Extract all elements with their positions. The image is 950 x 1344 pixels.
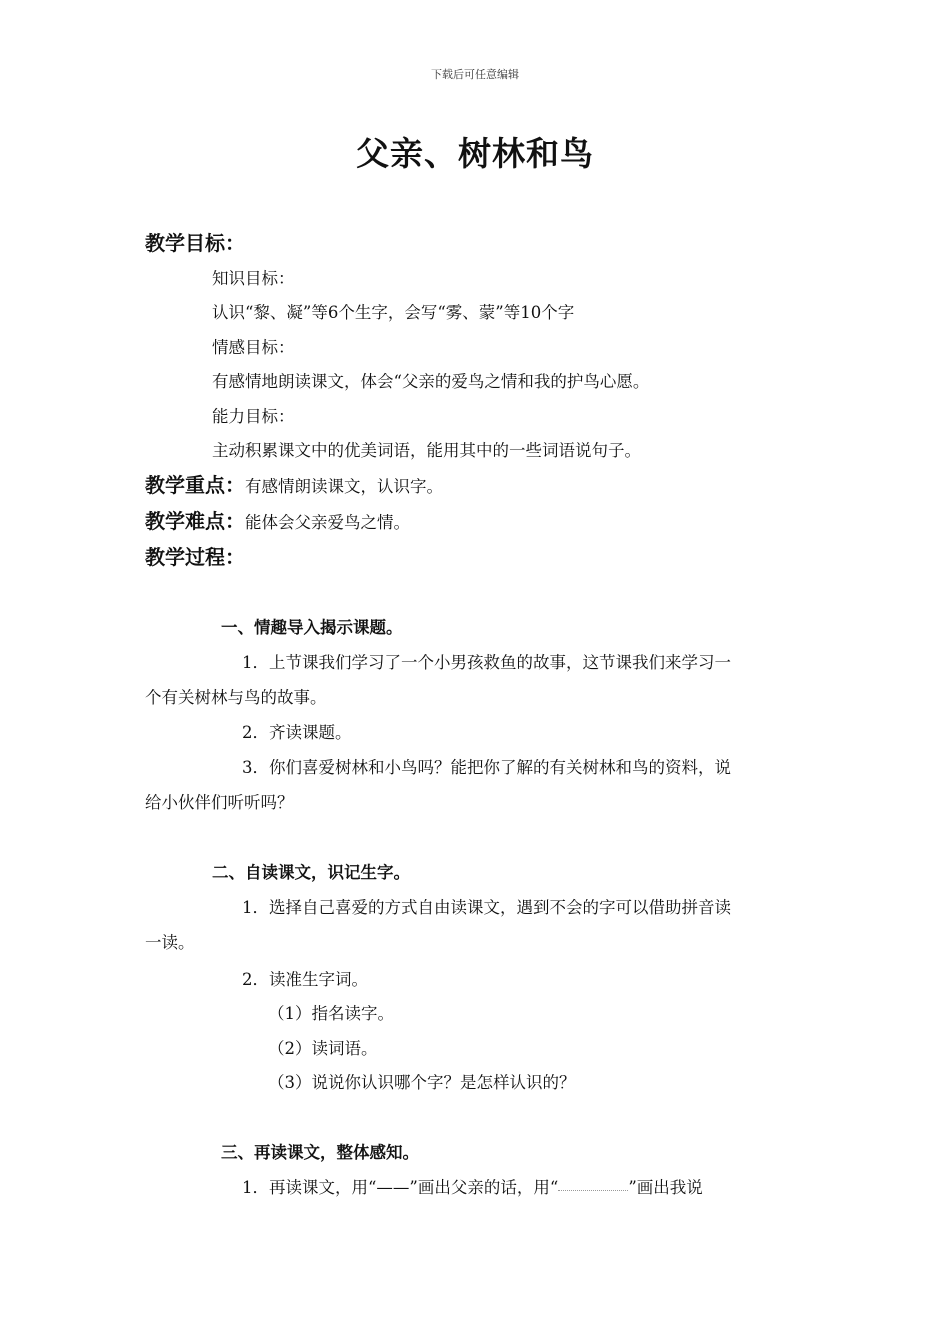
- section2-item1-line2: 一读。: [145, 933, 195, 952]
- header-note: 下载后可任意编辑: [431, 68, 519, 81]
- emotion-label: 情感目标：: [212, 338, 295, 357]
- section3-item1-part2: ”画出我说: [628, 1178, 703, 1197]
- section2-sub1: （1）指名读字。: [268, 1004, 394, 1023]
- difficulty-row: [145, 505, 410, 534]
- section1-heading: 一、情趣导入揭示课题。: [221, 618, 403, 637]
- section1-item3-line2: 给小伙伴们听听吗？: [145, 793, 294, 812]
- section2-item2: 2．读准生字词。: [242, 970, 368, 989]
- section1-item2: 2．齐读课题。: [242, 723, 352, 742]
- section2-heading: 二、自读课文，识记生字。: [212, 863, 410, 882]
- process-heading: 教学过程：: [145, 545, 245, 569]
- section1-item3-line1: 3．你们喜爱树林和小鸟吗？能把你了解的有关树林和鸟的资料，说: [242, 758, 731, 777]
- difficulty-text: 能体会父亲爱鸟之情。: [245, 513, 410, 532]
- section3-item1-part1: 1．再读课文，用“——”画出父亲的话，用“: [242, 1178, 559, 1197]
- section2-sub2: （2）读词语。: [268, 1039, 378, 1058]
- ability-text: 主动积累课文中的优美词语，能用其中的一些词语说句子。: [212, 441, 641, 460]
- key-point-label: 教学重点：: [145, 473, 245, 497]
- wavy-underline-sample: [558, 1180, 628, 1191]
- section3-heading: 三、再读课文，整体感知。: [221, 1143, 419, 1162]
- difficulty-label: 教学难点：: [145, 509, 245, 533]
- knowledge-label: 知识目标：: [212, 269, 295, 288]
- objectives-heading: 教学目标：: [145, 231, 245, 255]
- key-point-text: 有感情朗读课文，认识字。: [245, 477, 443, 496]
- knowledge-text: 认识“黎、凝”等6个生字，会写“雾、蒙”等10个字: [212, 303, 575, 322]
- ability-label: 能力目标：: [212, 407, 295, 426]
- section1-item1-line1: 1．上节课我们学习了一个小男孩救鱼的故事，这节课我们来学习一: [242, 653, 731, 672]
- key-point-row: [145, 469, 443, 498]
- document-title: 父亲、树林和鸟: [356, 134, 594, 173]
- section2-item1-line1: 1．选择自己喜爱的方式自由读课文，遇到不会的字可以借助拼音读: [242, 898, 731, 917]
- section3-item1: [242, 1174, 703, 1198]
- section2-sub3: （3）说说你认识哪个字？是怎样认识的？: [268, 1073, 576, 1092]
- section1-item1-line2: 个有关树林与鸟的故事。: [145, 688, 327, 707]
- emotion-text: 有感情地朗读课文，体会“父亲的爱鸟之情和我的护鸟心愿。: [212, 372, 650, 391]
